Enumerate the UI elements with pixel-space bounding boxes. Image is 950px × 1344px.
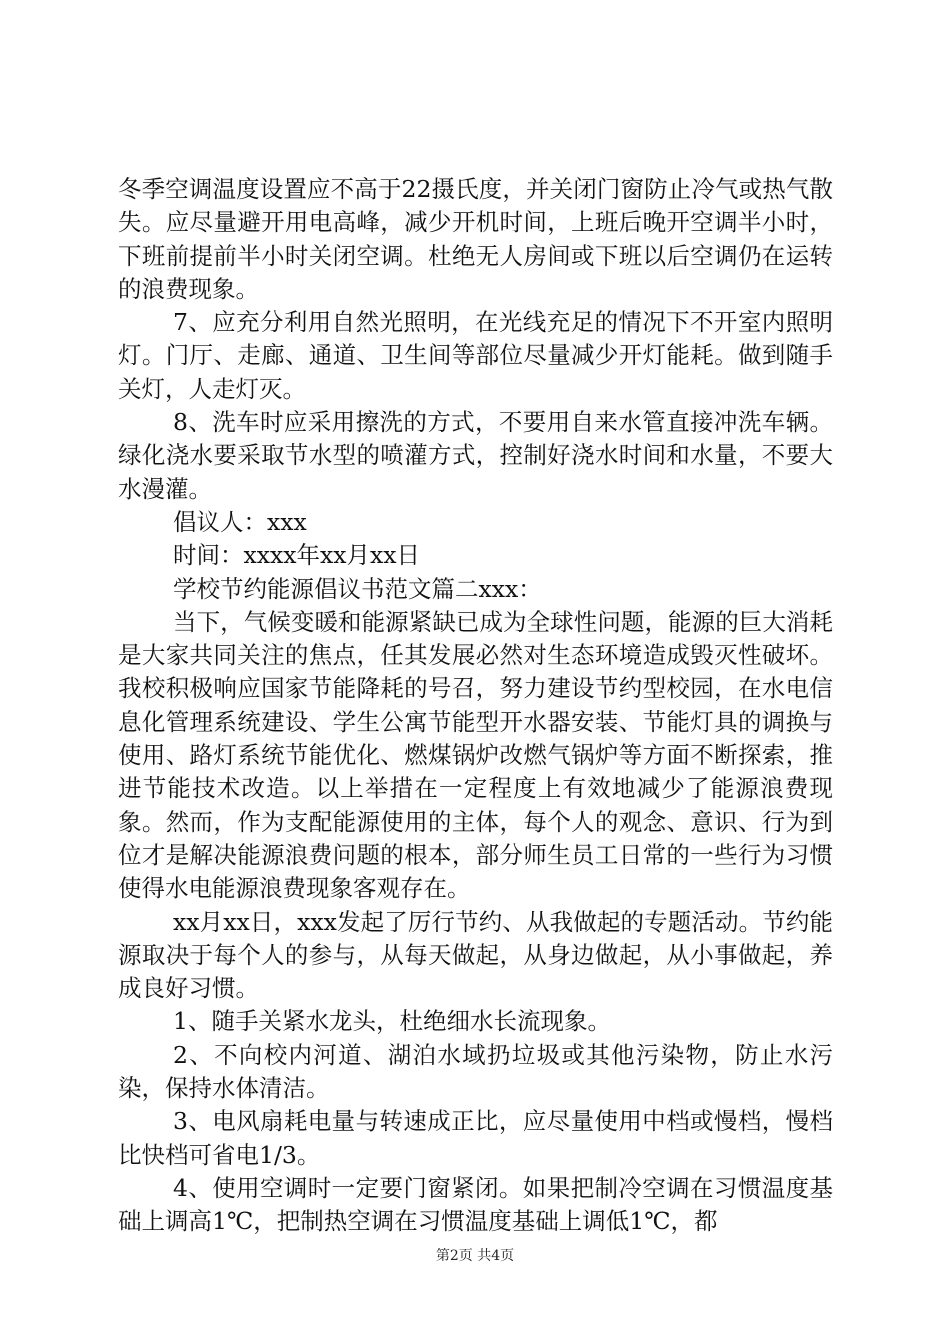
paragraph-continuation: 冬季空调温度设置应不高于22摄氏度，并关闭门窗防止冷气或热气散失。应尽量避开用电高峰，减少开机时间，上班后晚开空调半小时，下班前提前半小时关闭空调。杜绝无人房间或下班以后空调仍在运转的浪费现象。 — [118, 175, 833, 303]
signature-proposer: 倡议人：xxx — [173, 507, 307, 536]
section-heading: 学校节约能源倡议书范文篇二xxx： — [173, 574, 542, 603]
paragraph-item-1: 1、随手关紧水龙头，杜绝细水长流现象。 — [173, 1007, 611, 1036]
paragraph-item-4: 4、使用空调时一定要门窗紧闭。如果把制冷空调在习惯温度基础上调高1℃，把制热空调在习惯温度基础上调低1℃，都 — [118, 1173, 833, 1236]
document-body — [118, 173, 833, 1239]
page-number-footer: 第2页 共4页 — [435, 1248, 515, 1264]
paragraph-item-8: 8、洗车时应采用擦洗的方式，不要用自来水管直接冲洗车辆。绿化浇水要采取节水型的喷灌方式，控制好浇水时间和水量，不要大水漫灌。 — [118, 408, 833, 503]
paragraph-item-3: 3、电风扇耗电量与转速成正比，应尽量使用中档或慢档，慢档比快档可省电1/3。 — [118, 1107, 833, 1169]
paragraph-activity: xx月xx日，xxx发起了厉行节约、从我做起的专题活动。节约能源取决于每个人的参与，从每天做起，从身边做起，从小事做起，养成良好习惯。 — [118, 907, 833, 1003]
signature-date: 时间：xxxx年xx月xx日 — [173, 541, 421, 570]
paragraph-item-2: 2、不向校内河道、湖泊水域扔垃圾或其他污染物，防止水污染，保持水体清洁。 — [118, 1040, 833, 1103]
paragraph-item-7: 7、应充分利用自然光照明，在光线充足的情况下不开室内照明灯。门厅、走廊、通道、卫生间等部位尽量减少开灯能耗。做到随手关灯，人走灯灭。 — [118, 308, 833, 403]
paragraph-intro: 当下，气候变暖和能源紧缺已成为全球性问题，能源的巨大消耗是大家共同关注的焦点，任其发展必然对生态环境造成毁灭性破坏。我校积极响应国家节能降耗的号召，努力建设节约型校园，在水电信息化管理系统建设、学生公寓节能型开水器安装、节能灯具的调换与使用、路灯系统节能优化、燃煤锅炉改燃气锅炉等方面不断探索，推进节能技术改造。以上举措在一定程度上有效地减少了能源浪费现象。然而，作为支配能源使用的主体，每个人的观念、意识、行为到位才是解决能源浪费问题的根本，部分师生员工日常的一些行为习惯使得水电能源浪费现象客观存在。 — [118, 607, 833, 903]
